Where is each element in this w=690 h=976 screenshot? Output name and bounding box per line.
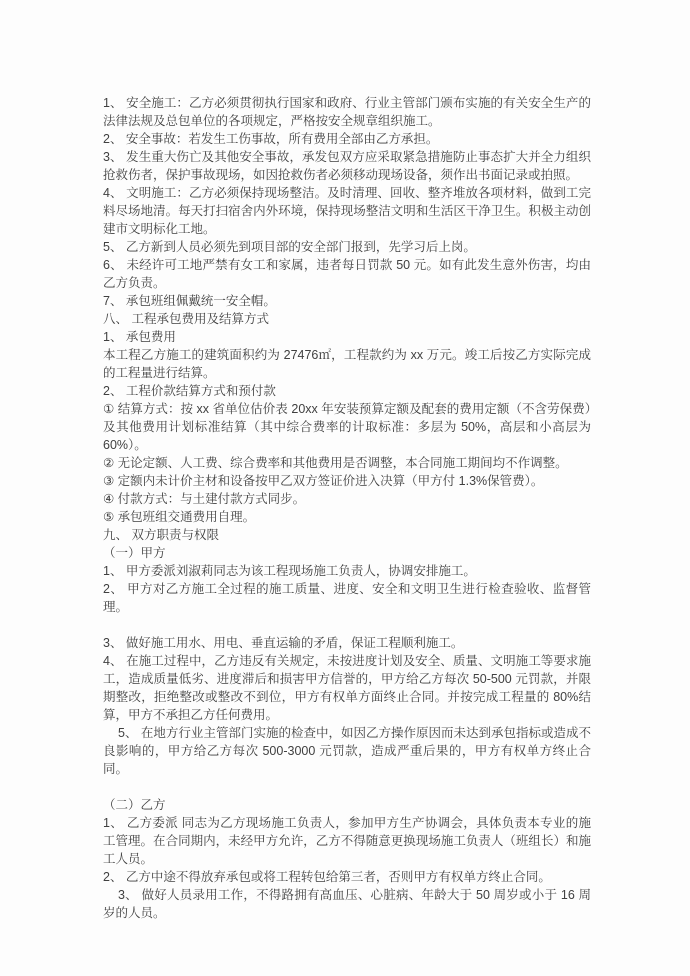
clause-party-b-1: 1、 乙方委派 同志为乙方现场施工负责人，参加甲方生产协调会，具体负责本专业的施工管理。在合同期内，未经甲方允许，乙方不得随意更换现场施工负责人（班组长）和施工人员。 [103, 816, 591, 866]
clause-fee-item-1: ① 结算方式：按 xx 省单位估价表 20xx 年安装预算定额及配套的费用定额（不含劳保费）及其他费用计划标准结算（其中综合费率的计取标准：多层为 50%，高层和小高层为 60%）。 [103, 402, 591, 452]
subsection-heading-party-b: （二）乙方 [103, 798, 166, 812]
clause-safety-6: 6、 未经许可工地严禁有女工和家属，违者每日罚款 50 元。如有此发生意外伤害，均由乙方负责。 [103, 258, 591, 290]
clause-party-b-3: 3、 做好人员录用工作，不得路拥有高血压、心脏病、年龄大于 50 周岁或小于 16 周岁的人员。 [103, 888, 591, 920]
section-heading-9-duties: 九、 双方职责与权限 [103, 528, 219, 542]
clause-safety-5: 5、 乙方新到人员必须先到项目部的安全部门报到，先学习后上岗。 [103, 240, 476, 254]
clause-fee-item-2: ② 无论定额、人工费、综合费率和其他费用是否调整，本合同施工期间均不作调整。 [103, 456, 568, 470]
clause-party-b-2: 2、 乙方中途不得放弃承包或将工程转包给第三者，否则甲方有权单方终止合同。 [103, 870, 551, 884]
clause-fee-item-3: ③ 定额内未计价主材和设备按甲乙双方签证价进入决算（甲方付 1.3%保管费）。 [103, 474, 544, 488]
clause-safety-2: 2、 安全事故：若发生工伤事故，所有费用全部由乙方承担。 [103, 132, 439, 146]
clause-fee-1-body: 本工程乙方施工的建筑面积约为 27476㎡，工程款约为 xx 万元。竣工后按乙方实际完成的工程量进行结算。 [103, 348, 591, 380]
clause-party-a-2: 2、 甲方对乙方施工全过程的施工质量、进度、安全和文明卫生进行检查验收、监督管理。 [103, 582, 591, 614]
clause-fee-1-title: 1、 承包费用 [103, 330, 176, 344]
clause-party-a-5: 5、 在地方行业主管部门实施的检查中，如因乙方操作原因而未达到承包指标或造成不良影响的，甲方给乙方每次 500-3000 元罚款，造成严重后果的，甲方有权单方终止合同。 [103, 726, 591, 776]
clause-safety-4: 4、 文明施工：乙方必须保持现场整洁。及时清理、回收、整齐堆放各项材料，做到工完料尽场地清。每天打扫宿舍内外环境，保持现场整洁文明和生活区干净卫生。积极主动创建市文明标化工地。 [103, 186, 591, 236]
clause-safety-1: 1、 安全施工：乙方必须贯彻执行国家和政府、行业主管部门颁布实施的有关安全生产的法律法规及总包单位的各项规定，严格按安全规章组织施工。 [103, 96, 591, 128]
clause-fee-item-4: ④ 付款方式：与土建付款方式同步。 [103, 492, 306, 506]
clause-party-a-1: 1、 甲方委派刘淑莉同志为该工程现场施工负责人，协调安排施工。 [103, 564, 476, 578]
clause-safety-3: 3、 发生重大伤亡及其他安全事故，承发包双方应采取紧急措施防止事态扩大并全力组织抢救伤者，保护事故现场，如因抢救伤者必须移动现场设备，须作出书面记录或拍照。 [103, 150, 591, 182]
clause-fee-2-title: 2、 工程价款结算方式和预付款 [103, 384, 276, 398]
clause-party-a-4: 4、 在施工过程中，乙方违反有关规定，未按进度计划及安全、质量、文明施工等要求施工，造成质量低劣、进度滞后和损害甲方信誉的，甲方给乙方每次 50-500 元罚款，并限期整改，拒绝整改或整改不到位，甲方有权单方面终止合同。并按完成工程量的 80%结算，甲方不承担乙方任何费用。 [103, 654, 591, 722]
clause-party-a-3: 3、 做好施工用水、用电、垂直运输的矛盾，保证工程顺利施工。 [103, 636, 464, 650]
clause-safety-7: 7、 承包班组佩戴统一安全帽。 [103, 294, 276, 308]
clause-fee-item-5: ⑤ 承包班组交通费用自理。 [103, 510, 256, 524]
section-heading-8-fees: 八、 工程承包费用及结算方式 [103, 312, 269, 326]
subsection-heading-party-a: （一）甲方 [103, 546, 166, 560]
contract-text-block [103, 94, 591, 922]
